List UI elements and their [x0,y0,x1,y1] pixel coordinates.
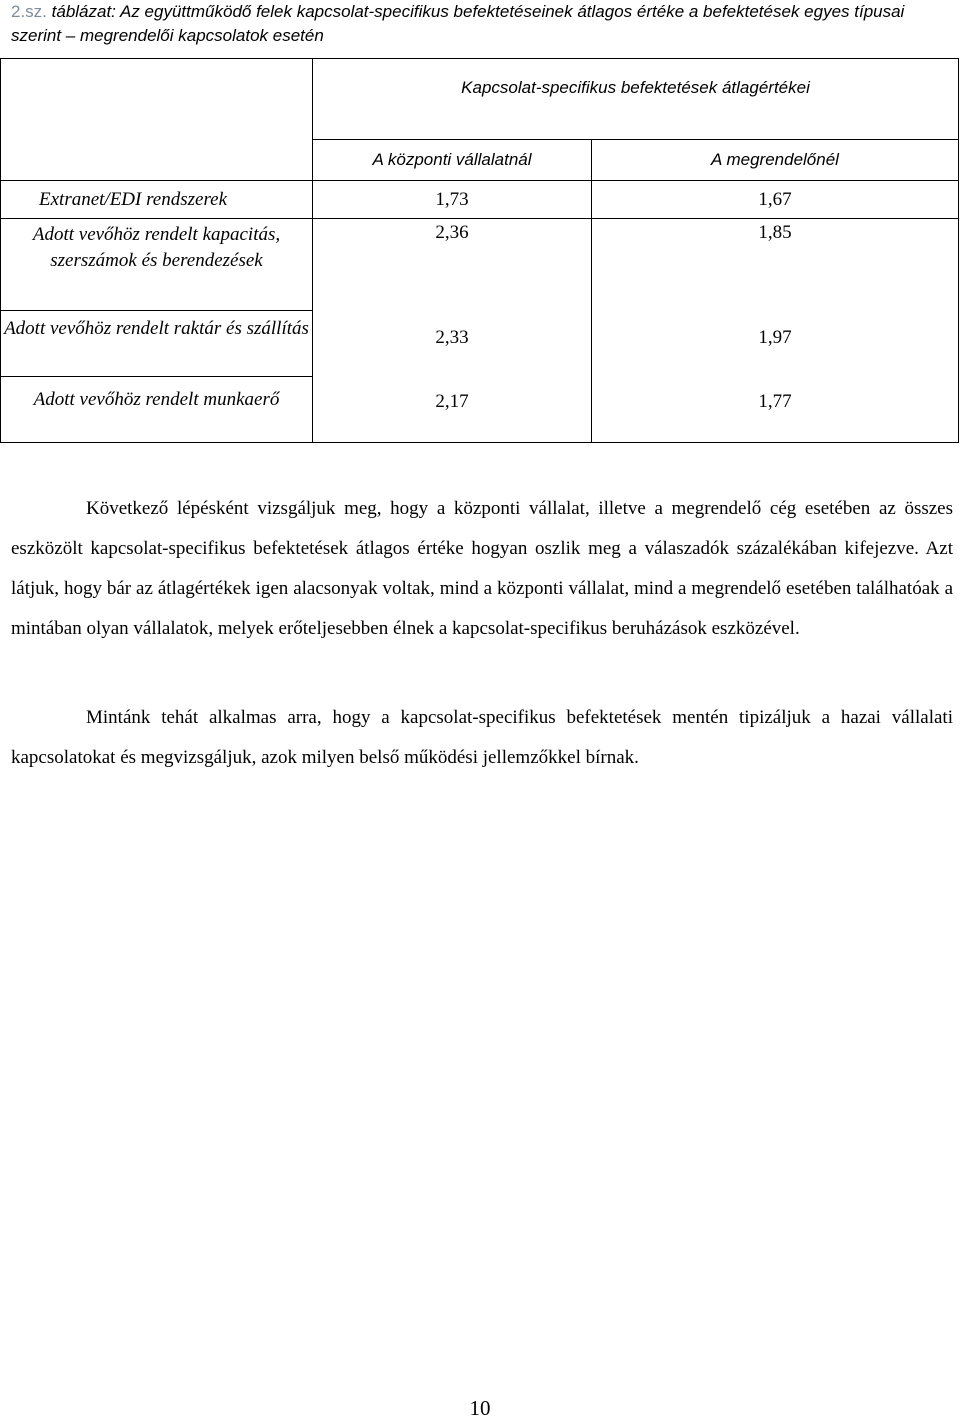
row-label-capacity: Adott vevőhöz rendelt kapacitás, szerszámok és berendezések [1,219,313,311]
row-label-labour: Adott vevőhöz rendelt munkaerő [1,377,313,443]
row-label-warehouse: Adott vevőhöz rendelt raktár és szállítás [1,311,313,377]
body-paragraph-2: Mintánk tehát alkalmas arra, hogy a kapcsolat-specifikus befektetések mentén tipizáljuk a hazai vállalati kapcsolatokat és megvizsgáljuk, azok milyen belső működési jellemzőkkel bírnak. [11,707,953,768]
cell-labour-customer: 1,77 [592,377,959,443]
table-caption [11,0,951,48]
cell-extranet-customer: 1,67 [592,181,959,219]
caption-text: táblázat: Az együttműködő felek kapcsolat-specifikus befektetéseinek átlagos értéke a befektetések egyes típusai szerint – megrendelői kapcsolatok esetén [11,2,905,45]
caption-prefix: 2.sz. [11,2,47,21]
cell-labour-central: 2,17 [313,377,592,443]
cell-warehouse-central: 2,33 [313,311,592,377]
investment-table [0,58,959,443]
table-corner-cell [1,59,313,181]
column-header-central: A központi vállalatnál [313,140,592,181]
cell-warehouse-customer: 1,97 [592,311,959,377]
row-label-extranet: Extranet/EDI rendszerek [1,181,313,219]
cell-capacity-customer: 1,85 [592,219,959,311]
cell-extranet-central: 1,73 [313,181,592,219]
table-group-header: Kapcsolat-specifikus befektetések átlagértékei [313,59,959,140]
page-number: 10 [469,1396,491,1420]
body-paragraph-1: Következő lépésként vizsgáljuk meg, hogy a központi vállalat, illetve a megrendelő cég esetében az összes eszközölt kapcsolat-specifikus befektetések átlagos értéke hogyan oszlik meg a válaszadók százalékában kifejezve. Azt látjuk, hogy bár az átlagértékek igen alacsonyak voltak, mind a központi vállalat, mind a megrendelő esetében találhatóak a mintában olyan vállalatok, melyek erőteljesebben élnek a kapcsolat-specifikus beruházások eszközével. [11,498,953,639]
cell-capacity-central: 2,36 [313,219,592,311]
column-header-customer: A megrendelőnél [592,140,959,181]
